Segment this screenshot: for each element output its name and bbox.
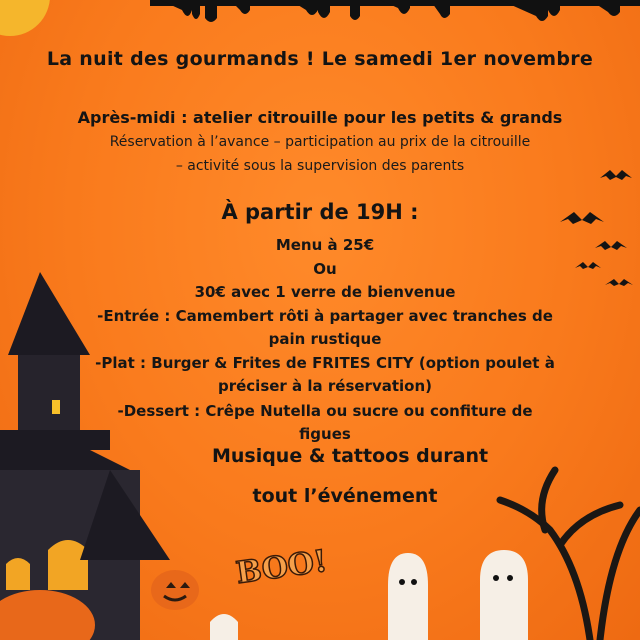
menu-or: Ou: [313, 260, 337, 278]
dripping-border: [150, 0, 640, 22]
afternoon-line-1: Réservation à l’avance – participation au prix de la citrouille: [109, 134, 531, 150]
bats-icon: [560, 170, 633, 286]
afternoon-line-2: – activité sous la supervision des parents: [175, 158, 465, 174]
event-title: La nuit des gourmands ! Le samedi 1er novembre: [46, 48, 594, 70]
menu-price: Menu à 25€: [275, 236, 375, 254]
afternoon-heading: Après-midi : atelier citrouille pour les petits & grands: [77, 108, 563, 127]
menu-starter: -Entrée : Camembert rôti à partager avec tranches de pain rustique: [97, 307, 553, 348]
moon-icon: [0, 0, 50, 36]
boo-text: BOO!: [234, 543, 330, 592]
evening-heading: À partir de 19H :: [221, 200, 419, 224]
menu-dessert: -Dessert : Crêpe Nutella ou sucre ou confiture de figues: [117, 402, 533, 443]
menu-alt-price: 30€ avec 1 verre de bienvenue: [194, 283, 456, 301]
music-line-1: Musique & tattoos durant: [211, 445, 489, 467]
menu-main: -Plat : Burger & Frites de FRITES CITY (option poulet à préciser à la réservation): [95, 354, 555, 395]
music-line-2: tout l’événement: [252, 485, 438, 507]
